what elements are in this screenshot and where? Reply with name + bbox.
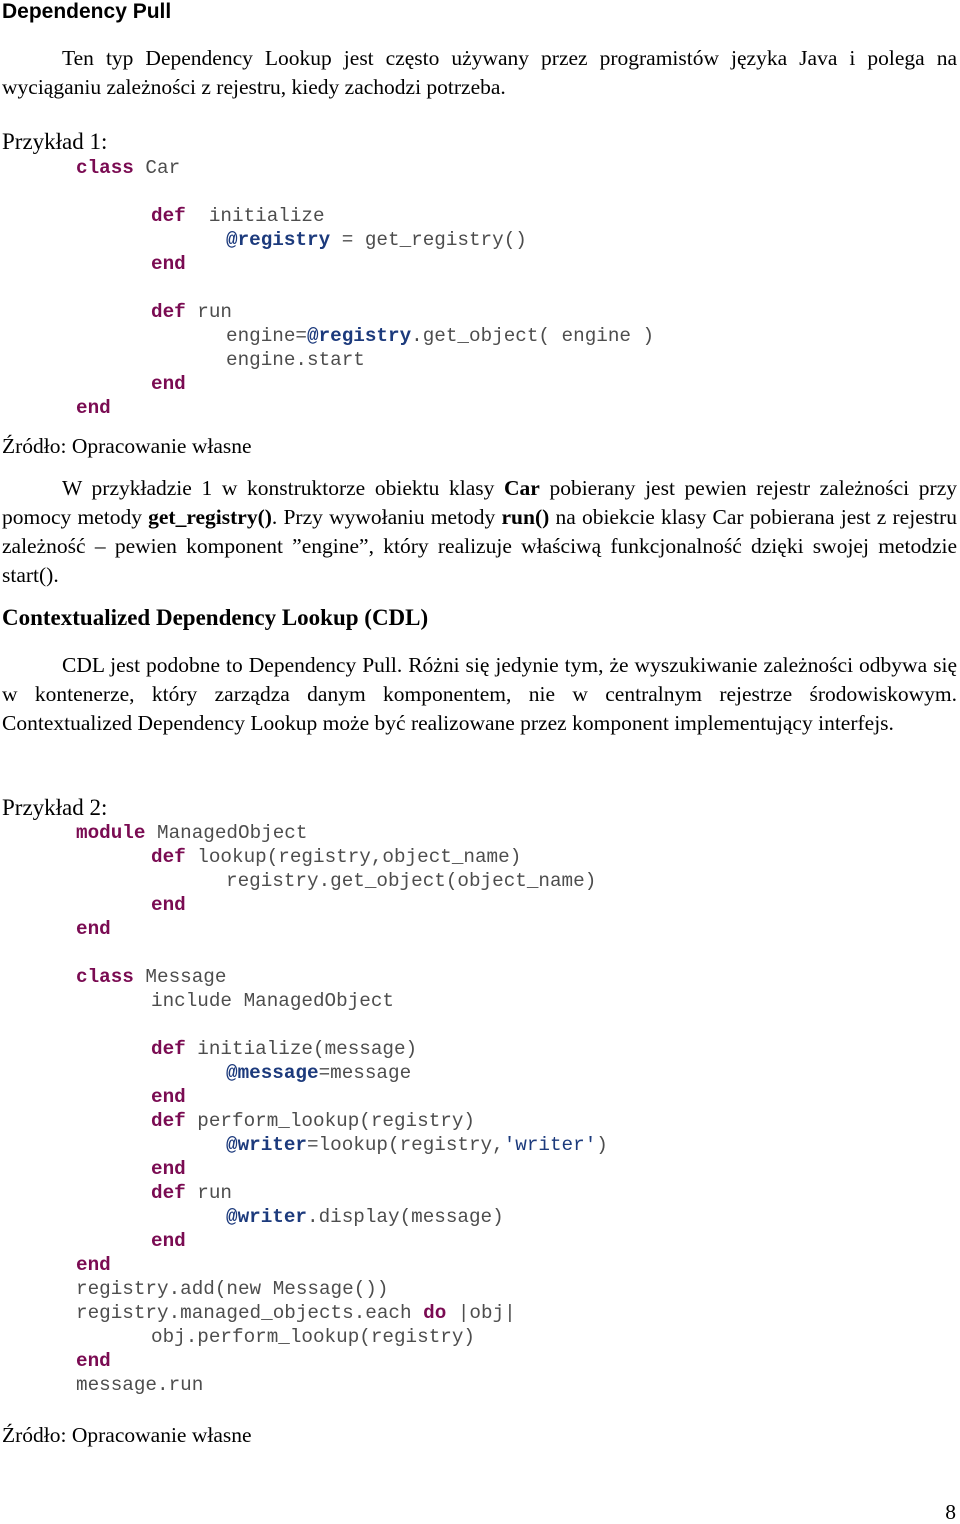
code-line: def lookup(registry,object_name): [151, 846, 522, 868]
code-line: registry.managed_objects.each do |obj|: [76, 1302, 516, 1324]
code-line: @message=message: [226, 1062, 412, 1084]
code-line: class Message: [76, 966, 227, 988]
section-heading: Dependency Pull: [2, 0, 172, 23]
code-line: @writer=lookup(registry,'writer'): [226, 1134, 608, 1156]
code-line: end: [151, 1086, 186, 1108]
code-line: def initialize(message): [151, 1038, 418, 1060]
example2-source: Źródło: Opracowanie własne: [2, 1423, 252, 1447]
page-number: 8: [945, 1500, 956, 1524]
example1-source: Źródło: Opracowanie własne: [2, 434, 252, 458]
code-line: def run: [151, 301, 233, 323]
code-line: message.run: [76, 1374, 204, 1396]
example1-title: Przykład 1:: [2, 129, 108, 154]
code-line: end: [151, 1158, 186, 1180]
paragraph-3: CDL jest podobne to Dependency Pull. Różni się jedynie tym, że wyszukiwanie zależności odbywa się w kontenerze, który zarządza danym komponentem, nie w centralnym rejestrze środowiskowym. Contextualized Dependency Lookup może być realizowane przez komponent implementujący interfejs.: [2, 653, 957, 735]
code-line: end: [151, 894, 186, 916]
code-line: end: [76, 1350, 111, 1372]
code-line: end: [151, 253, 186, 275]
code-line: def initialize: [151, 205, 325, 227]
code-line: def run: [151, 1182, 233, 1204]
code-line: def perform_lookup(registry): [151, 1110, 475, 1132]
code-line: include ManagedObject: [151, 990, 394, 1012]
code-line: end: [151, 373, 186, 395]
code-line: end: [76, 1254, 111, 1276]
code-line: end: [76, 918, 111, 940]
paragraph-2: W przykładzie 1 w konstruktorze obiektu klasy Car pobierany jest pewien rejestr zależności przy pomocy metody get_registry(). Przy wywołaniu metody run() na obiekcie klasy Car pobierana jest z rejestru zależność – pewien komponent ”engine”, który realizuje właściwą funkcjonalność dzięki swojej metodzie start().: [2, 476, 957, 587]
code-line: end: [151, 1230, 186, 1252]
code-line: @registry = get_registry(): [226, 229, 527, 251]
code-line: engine=@registry.get_object( engine ): [226, 325, 655, 347]
example2-code-block: [76, 821, 608, 1397]
code-line: @writer.display(message): [226, 1206, 504, 1228]
code-line: end: [76, 397, 111, 419]
code-line: registry.get_object(object_name): [226, 870, 597, 892]
code-line: engine.start: [226, 349, 365, 371]
code-line: module ManagedObject: [76, 822, 308, 844]
section-heading-cdl: Contextualized Dependency Lookup (CDL): [2, 605, 429, 630]
intro-paragraph: Ten typ Dependency Lookup jest często używany przez programistów języka Java i polega na wyciąganiu zależności z rejestru, kiedy zachodzi potrzeba.: [2, 46, 957, 99]
example2-title: Przykład 2:: [2, 795, 108, 820]
example1-code-block: [76, 156, 655, 419]
code-line: class Car: [76, 157, 181, 179]
code-line: registry.add(new Message()): [76, 1278, 389, 1300]
code-line: obj.perform_lookup(registry): [151, 1326, 475, 1348]
